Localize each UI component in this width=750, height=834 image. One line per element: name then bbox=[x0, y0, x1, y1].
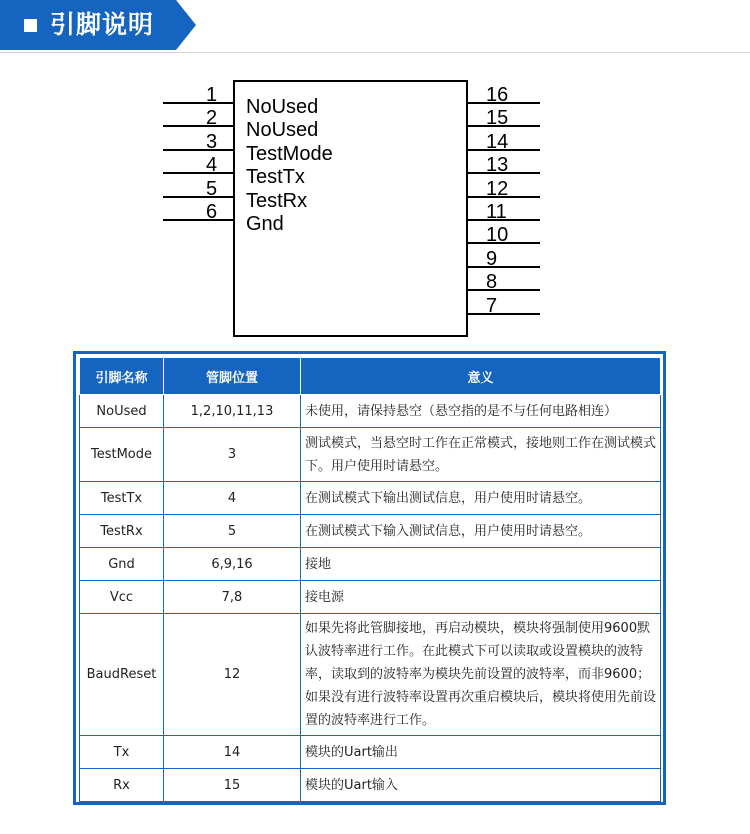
pin-line-left bbox=[163, 102, 233, 104]
pin-label: TestRx bbox=[246, 190, 308, 212]
table-row bbox=[80, 482, 661, 515]
table-row bbox=[80, 428, 661, 482]
table-row bbox=[80, 581, 661, 614]
table-row bbox=[80, 515, 661, 548]
pin-table-frame bbox=[73, 351, 666, 805]
table-header-row bbox=[80, 358, 661, 395]
pin-line-left bbox=[163, 196, 233, 198]
cell-pin-name: Gnd bbox=[80, 548, 164, 581]
section-banner bbox=[0, 0, 200, 50]
pin-number: 10 bbox=[486, 224, 509, 246]
cell-pin-name: Tx bbox=[80, 736, 164, 769]
cell-pin-position: 7,8 bbox=[164, 581, 301, 614]
cell-pin-name: Vcc bbox=[80, 581, 164, 614]
section-title: 引脚说明 bbox=[50, 10, 155, 39]
table-row bbox=[80, 736, 661, 769]
pin-number: 4 bbox=[206, 154, 218, 176]
cell-meaning: 在测试模式下输入测试信息，用户使用时请悬空。 bbox=[301, 515, 661, 548]
cell-pin-name: TestRx bbox=[80, 515, 164, 548]
pin-line-left bbox=[163, 219, 233, 221]
header-divider bbox=[0, 52, 750, 53]
cell-pin-position: 3 bbox=[164, 428, 301, 482]
pin-line-left bbox=[163, 172, 233, 174]
pin-number: 7 bbox=[486, 295, 498, 317]
table-row bbox=[80, 769, 661, 802]
pin-number: 1 bbox=[206, 84, 218, 106]
pin-label: Gnd bbox=[246, 213, 284, 235]
cell-pin-name: TestTx bbox=[80, 482, 164, 515]
cell-meaning: 接电源 bbox=[301, 581, 661, 614]
pin-number: 2 bbox=[206, 107, 218, 129]
header-pin-name: 引脚名称 bbox=[80, 358, 164, 395]
cell-pin-name: BaudReset bbox=[80, 614, 164, 736]
pin-number: 12 bbox=[486, 178, 509, 200]
cell-meaning: 测试模式，当悬空时工作在正常模式，接地则工作在测试模式下。用户使用时请悬空。 bbox=[301, 428, 661, 482]
pin-number: 9 bbox=[486, 248, 498, 270]
pin-label: NoUsed bbox=[246, 96, 319, 118]
pin-number: 11 bbox=[486, 201, 507, 223]
pin-number: 5 bbox=[206, 178, 218, 200]
pin-label: TestMode bbox=[246, 143, 333, 165]
pin-number: 16 bbox=[486, 84, 509, 106]
pin-line-left bbox=[163, 149, 233, 151]
pin-label: NoUsed bbox=[246, 119, 319, 141]
cell-pin-position: 12 bbox=[164, 614, 301, 736]
cell-meaning: 未使用，请保持悬空（悬空指的是不与任何电路相连） bbox=[301, 395, 661, 428]
pin-line-left bbox=[163, 125, 233, 127]
pin-number: 3 bbox=[206, 131, 218, 153]
pin-line-right bbox=[468, 289, 540, 291]
pin-number: 8 bbox=[486, 271, 498, 293]
cell-pin-name: TestMode bbox=[80, 428, 164, 482]
pin-line-right bbox=[468, 313, 540, 315]
cell-pin-name: Rx bbox=[80, 769, 164, 802]
table-row bbox=[80, 614, 661, 736]
pin-line-right bbox=[468, 266, 540, 268]
cell-meaning: 接地 bbox=[301, 548, 661, 581]
cell-pin-position: 15 bbox=[164, 769, 301, 802]
cell-meaning: 在测试模式下输出测试信息，用户使用时请悬空。 bbox=[301, 482, 661, 515]
pin-number: 6 bbox=[206, 201, 218, 223]
pin-number: 13 bbox=[486, 154, 509, 176]
cell-meaning: 如果先将此管脚接地，再启动模块，模块将强制使用9600默认波特率进行工作。在此模式下可以读取或设置模块的波特率，读取到的波特率为模块先前设置的波特率，而非9600；如果没有进行波特率设置再次重启模块后，模块将使用先前设置的波特率进行工作。 bbox=[301, 614, 661, 736]
table-row bbox=[80, 548, 661, 581]
cell-pin-position: 5 bbox=[164, 515, 301, 548]
cell-pin-position: 1,2,10,11,13 bbox=[164, 395, 301, 428]
banner-square-icon bbox=[24, 19, 37, 32]
cell-meaning: 模块的Uart输出 bbox=[301, 736, 661, 769]
header-pin-position: 管脚位置 bbox=[164, 358, 301, 395]
pin-number: 15 bbox=[486, 107, 509, 129]
cell-pin-position: 6,9,16 bbox=[164, 548, 301, 581]
cell-pin-name: NoUsed bbox=[80, 395, 164, 428]
pin-table bbox=[79, 357, 661, 802]
pin-number: 14 bbox=[486, 131, 509, 153]
pin-label: TestTx bbox=[246, 166, 305, 188]
cell-pin-position: 4 bbox=[164, 482, 301, 515]
cell-pin-position: 14 bbox=[164, 736, 301, 769]
header-meaning: 意义 bbox=[301, 358, 661, 395]
cell-meaning: 模块的Uart输入 bbox=[301, 769, 661, 802]
table-row bbox=[80, 395, 661, 428]
